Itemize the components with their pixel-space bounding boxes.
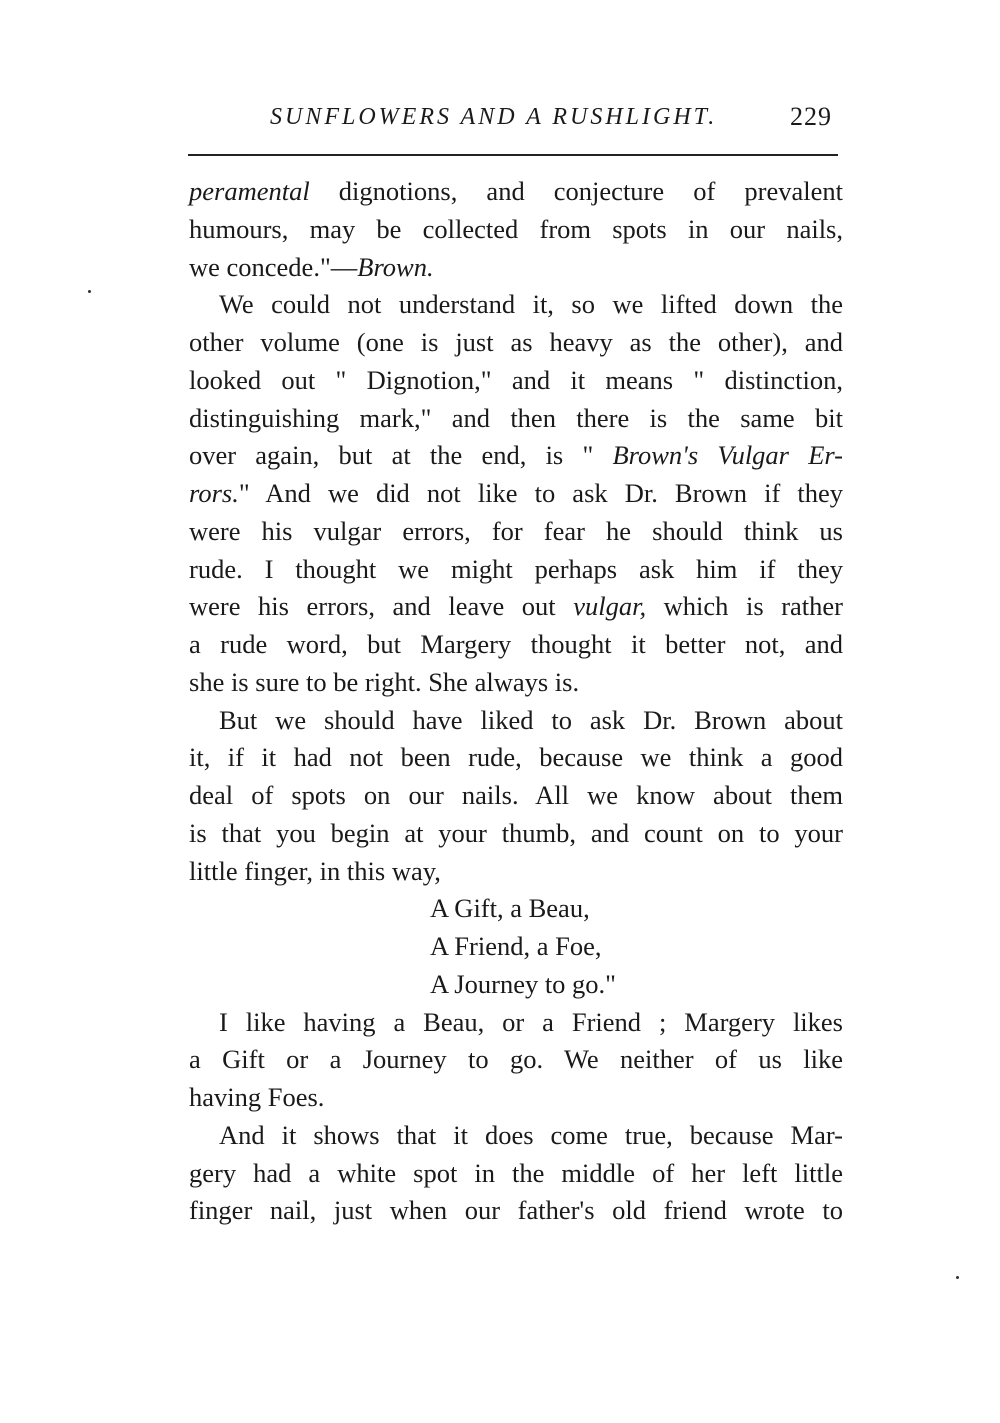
body-text (189, 173, 843, 1230)
text-line (189, 173, 843, 211)
text-line: little finger, in this way, (189, 855, 441, 886)
paragraph-3 (189, 702, 843, 891)
scan-speck (956, 1276, 959, 1279)
text-line: We could not understand it, so we lifted down the (219, 289, 843, 320)
scan-speck (88, 290, 91, 293)
text-line: is that you begin at your thumb, and count on to your (189, 817, 843, 848)
text-fragment: were his errors, and leave out (189, 591, 574, 622)
text-line: a rude word, but Margery thought it better not, and (189, 629, 843, 659)
text-line: humours, may be collected from spots in our nails, (189, 213, 843, 244)
verse-line: A Gift, a Beau, (430, 893, 590, 924)
text-line: gery had a white spot in the middle of her left little (189, 1157, 843, 1188)
text-line (189, 249, 843, 287)
italic-word: vulgar, (573, 591, 647, 622)
text-line: rude. I thought we might perhaps ask him if they (189, 553, 843, 584)
text-line: a Gift or a Journey to go. We neither of us like (189, 1044, 843, 1075)
text-line (189, 588, 843, 626)
paragraph-4 (189, 1004, 843, 1117)
text-line: And it shows that it does come true, because Mar- (219, 1119, 843, 1150)
text-fragment: over again, but at the end, is " (189, 440, 613, 471)
verse-line: A Journey to go." (430, 968, 617, 999)
text-line: distinguishing mark," and then there is the same bit (189, 402, 843, 433)
verse (189, 890, 843, 1003)
text-fragment: " And we did not like to ask Dr. Brown if they (238, 478, 843, 508)
paragraph-5 (189, 1117, 843, 1230)
text-line: looked out " Dignotion," and it means " distinction, (189, 364, 843, 395)
italic-word: rors. (189, 478, 239, 508)
text-line: it, if it had not been rude, because we think a good (189, 742, 843, 773)
verse-line: A Friend, a Foe, (430, 931, 602, 961)
text-fragment: which is rather (646, 591, 843, 622)
text-line: were his vulgar errors, for fear he should think us (189, 515, 843, 546)
text-line: she is sure to be right. She always is. (189, 666, 580, 697)
text-fragment: dignotions, and conjecture of prevalent (309, 176, 843, 206)
text-fragment: we concede."— (189, 251, 358, 282)
italic-word: Brown. (357, 251, 434, 282)
page-number: 229 (790, 102, 832, 131)
italic-word: Brown's Vulgar Er- (612, 440, 843, 471)
text-line: deal of spots on our nails. All we know about them (189, 780, 843, 810)
running-title: SUNFLOWERS AND A RUSHLIGHT. (270, 104, 718, 130)
text-line: But we should have liked to ask Dr. Brown about (219, 704, 843, 735)
text-line: I like having a Beau, or a Friend ; Margery likes (219, 1006, 843, 1037)
text-line: finger nail, just when our father's old friend wrote to (189, 1195, 843, 1226)
text-line (189, 475, 843, 513)
text-line (189, 437, 843, 475)
text-line: having Foes. (189, 1082, 325, 1112)
text-line: other volume (one is just as heavy as the other), and (189, 327, 843, 357)
header-rule (188, 154, 838, 156)
paragraph-1 (189, 173, 843, 286)
paragraph-2 (189, 286, 843, 701)
italic-word: peramental (189, 176, 310, 206)
